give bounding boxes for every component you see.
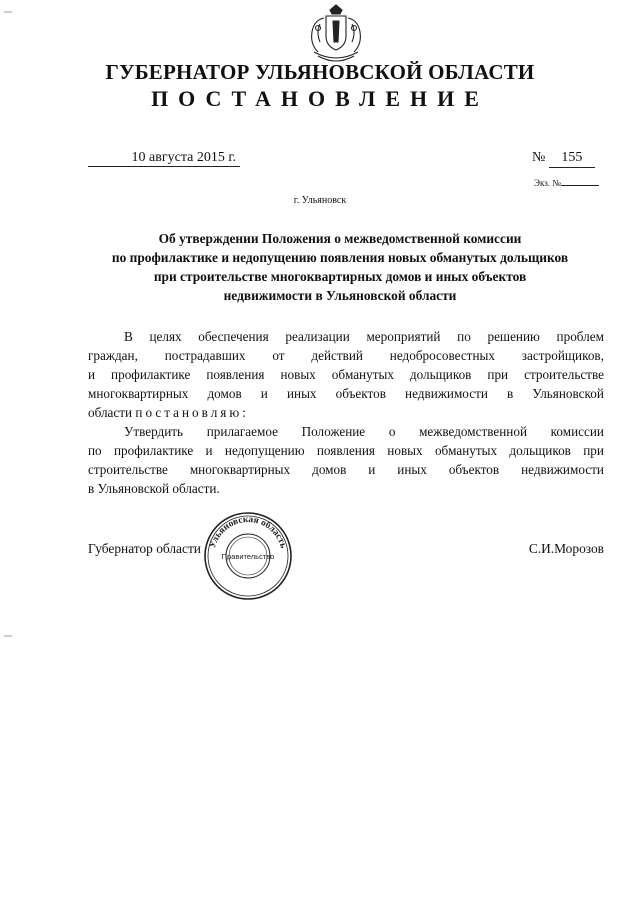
body-word: новых (387, 443, 423, 458)
body-word: реализации (285, 329, 350, 344)
body-word: по (457, 329, 471, 344)
body-line (88, 365, 604, 384)
body-word: обманутых (434, 443, 498, 458)
body-word: объектов (335, 386, 386, 401)
doc-title (60, 229, 620, 305)
body-word: Ульяновской (532, 386, 604, 401)
body-word: в (507, 386, 514, 401)
body-word: мероприятий (366, 329, 441, 344)
body-word: профилактике (113, 443, 194, 458)
seal-inner-text: Правительство (221, 552, 275, 561)
body-word: проблем (556, 329, 604, 344)
body-word: многоквартирных (189, 462, 291, 477)
body-word: решению (487, 329, 540, 344)
body-word: граждан, (88, 348, 138, 363)
body-word: недвижимости (521, 462, 604, 477)
body-word: В (124, 329, 133, 344)
body-word: целях (149, 329, 182, 344)
number-value: 155 (549, 149, 595, 168)
doc-number (532, 149, 595, 167)
title-line: при строительстве многоквартирных домов и иных объектов (153, 269, 527, 284)
body-word: действий (311, 348, 363, 363)
body-word: появления (316, 443, 375, 458)
body-word: иных (286, 386, 317, 401)
body-line (88, 403, 604, 422)
body-word: Утвердить (124, 424, 184, 439)
body-word: по (88, 443, 102, 458)
body-word: обеспечения (198, 329, 269, 344)
body-line: в Ульяновской области. (88, 481, 220, 496)
body-word: появления (206, 367, 265, 382)
body-word: недопущению (224, 443, 305, 458)
number-prefix: № (532, 150, 546, 165)
body-line (88, 384, 604, 403)
body-word: комиссии (550, 424, 604, 439)
body-word: и (88, 367, 96, 382)
doc-date: 10 августа 2015 г. (88, 149, 240, 167)
body-word: и (205, 443, 213, 458)
body-word: пострадавших (164, 348, 246, 363)
city: г. Ульяновск (293, 195, 347, 206)
body-word: межведомственной (419, 424, 527, 439)
body-line (88, 422, 604, 441)
body-word: прилагаемое (206, 424, 278, 439)
body-word: при (583, 443, 604, 458)
body-line (88, 441, 604, 460)
body-word: домов (207, 386, 242, 401)
title-line: Об утверждении Положения о межведомственной комиссии (158, 231, 522, 246)
body-word: дольщиков (409, 367, 472, 382)
body-word: профилактике (111, 367, 191, 382)
body-word: строительстве (524, 367, 604, 382)
body-word: обманутых (331, 367, 394, 382)
body-word: Положение (301, 424, 366, 439)
body-word: о (388, 424, 396, 439)
body-word: многоквартирных (88, 386, 189, 401)
body-text: области (88, 405, 136, 420)
body-word: новых (280, 367, 316, 382)
title-line: недвижимости в Ульяновской области (223, 288, 457, 303)
title-line: по профилактике и недопущению появления новых обманутых дольщиков (111, 250, 569, 265)
body-word: недвижимости (405, 386, 488, 401)
body-word: при (487, 367, 509, 382)
resolution-word: постановляю: (135, 405, 249, 420)
copy-blank (561, 177, 599, 186)
org-title: ГУБЕРНАТОР УЛЬЯНОВСКОЙ ОБЛАСТИ (105, 60, 535, 84)
body-line (88, 346, 604, 365)
seal-outer-text: Ульяновская область (208, 514, 288, 550)
signer-name: С.И.Морозов (528, 541, 604, 556)
doc-body (88, 327, 604, 498)
body-word: недобросовестных (389, 348, 495, 363)
body-word: строительстве (88, 462, 168, 477)
copy-number (534, 177, 599, 188)
doc-type: ПОСТАНОВЛЕНИЕ (151, 86, 489, 111)
body-word: и (260, 386, 268, 401)
copy-label: Экз. № (534, 178, 561, 188)
body-word: дольщиков (509, 443, 571, 458)
body-word: домов (312, 462, 347, 477)
body-word: объектов (448, 462, 500, 477)
body-word: застройщиков, (521, 348, 604, 363)
coat-of-arms-icon (300, 2, 372, 66)
body-word: иных (397, 462, 427, 477)
body-word: и (368, 462, 376, 477)
official-seal (200, 510, 296, 600)
body-line (88, 460, 604, 479)
body-word: от (272, 348, 285, 363)
signer-role: Губернатор области (88, 541, 201, 556)
body-line (88, 327, 604, 346)
